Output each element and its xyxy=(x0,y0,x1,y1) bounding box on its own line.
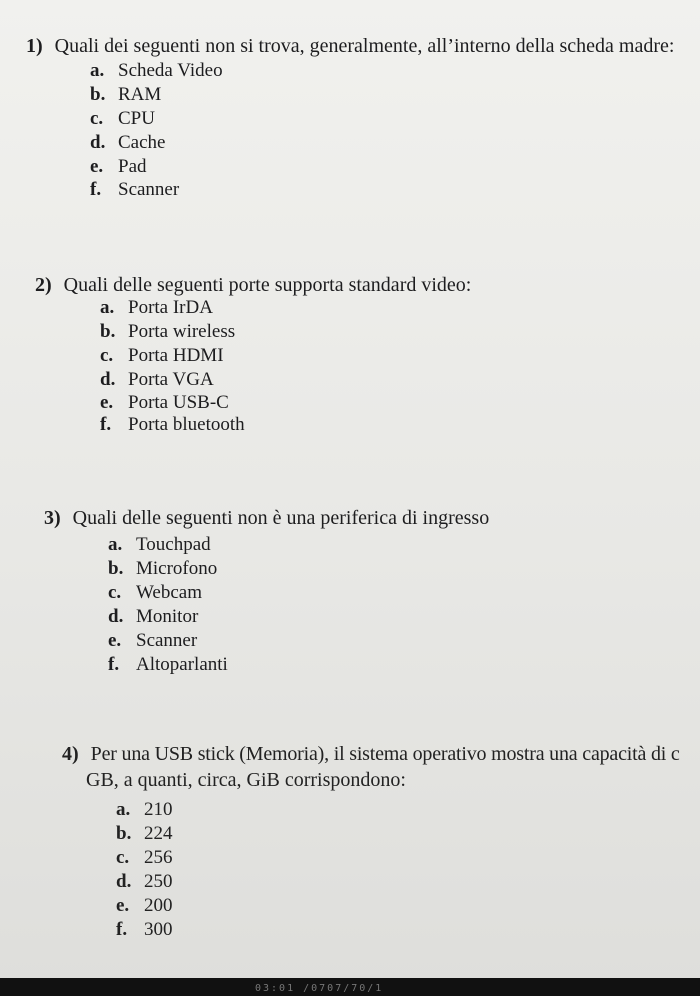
option-d: d. Monitor xyxy=(108,606,199,627)
option-c: c. Porta HDMI xyxy=(100,345,224,366)
question-text: Quali delle seguenti non è una periferica di ingresso xyxy=(72,507,490,529)
option-b: b. RAM xyxy=(90,84,162,105)
question-4-text-continued: GB, a quanti, circa, GiB corrispondono: xyxy=(86,769,406,791)
question-number: 1) xyxy=(26,35,43,57)
option-f: f. Scanner xyxy=(90,179,180,200)
option-d: d. Cache xyxy=(90,132,166,153)
option-a: a. Touchpad xyxy=(108,534,211,555)
question-2-title xyxy=(35,273,471,297)
option-e: e. Scanner xyxy=(108,630,198,651)
option-e: e. 200 xyxy=(116,895,173,916)
option-d: d. Porta VGA xyxy=(100,369,214,390)
option-f: f. Altoparlanti xyxy=(108,654,228,675)
option-a: a. 210 xyxy=(116,799,173,820)
cropped-footer-text: 03:01 /0707/70/1 xyxy=(255,983,384,994)
option-a: a. Porta IrDA xyxy=(100,297,213,318)
question-text: Per una USB stick (Memoria), il sistema operativo mostra una capacità di c xyxy=(90,743,680,765)
option-e: e. Porta USB-C xyxy=(100,392,229,413)
question-1-title xyxy=(26,34,674,58)
option-a: a. Scheda Video xyxy=(90,60,223,81)
question-3-title xyxy=(44,506,489,530)
option-c: c. 256 xyxy=(116,847,173,868)
option-c: c. CPU xyxy=(90,108,155,129)
question-number: 3) xyxy=(44,507,61,529)
option-b: b. Porta wireless xyxy=(100,321,236,342)
option-b: b. Microfono xyxy=(108,558,218,579)
question-4-title xyxy=(62,742,680,766)
option-f: f. 300 xyxy=(116,919,173,940)
question-number: 2) xyxy=(35,274,52,296)
option-b: b. 224 xyxy=(116,823,173,844)
question-text: Quali delle seguenti porte supporta standard video: xyxy=(63,274,472,296)
option-c: c. Webcam xyxy=(108,582,202,603)
question-number: 4) xyxy=(62,743,79,765)
option-d: d. 250 xyxy=(116,871,173,892)
option-e: e. Pad xyxy=(90,156,147,177)
option-f: f. Porta bluetooth xyxy=(100,414,245,435)
question-text: Quali dei seguenti non si trova, generalmente, all’interno della scheda madre: xyxy=(54,35,675,57)
